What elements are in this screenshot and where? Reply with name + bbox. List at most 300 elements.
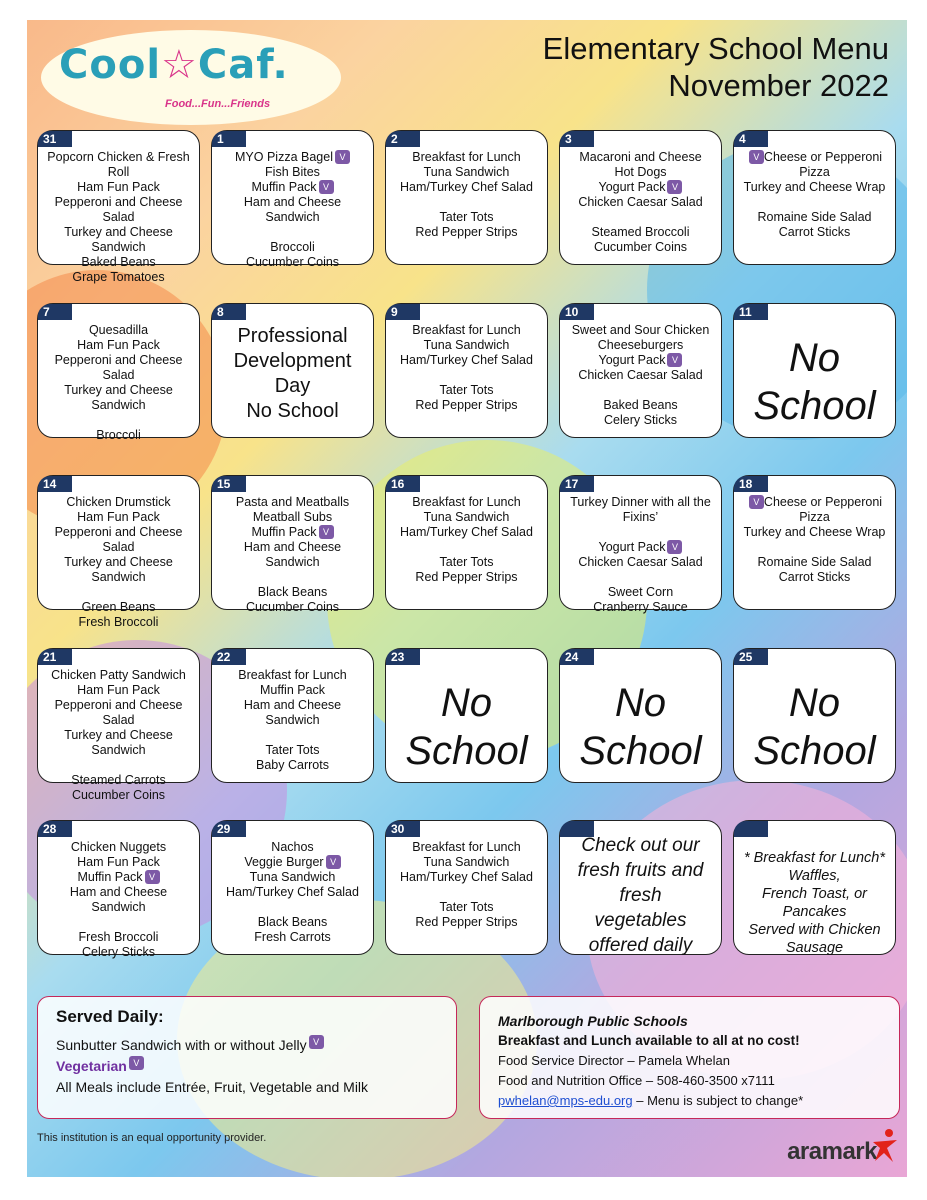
menu-item-text: Tater Tots	[439, 210, 494, 224]
menu-item-text: Red Pepper Strips	[415, 915, 518, 929]
no-school-notice-line: No	[788, 336, 841, 380]
menu-item-text: Tuna Sandwich	[423, 165, 510, 179]
menu-item-text: Cheese or Pepperoni Pizza	[763, 495, 883, 524]
menu-item	[564, 225, 717, 240]
menu-item-text: Veggie Burger	[244, 855, 324, 869]
menu-item	[42, 413, 195, 428]
menu-item-text: Red Pepper Strips	[415, 398, 518, 412]
menu-item	[42, 270, 195, 285]
menu-item	[42, 555, 195, 585]
menu-item	[42, 840, 195, 855]
no-school-notice-line: No	[614, 681, 667, 725]
menu-item	[390, 195, 543, 210]
menu-item	[42, 683, 195, 698]
no-cost-notice: Breakfast and Lunch available to all at no cost!	[498, 1033, 800, 1048]
menu-item-text: Turkey and Cheese Sandwich	[64, 728, 173, 757]
menu-item-text: Ham/Turkey Chef Salad	[400, 870, 533, 884]
menu-item	[42, 338, 195, 353]
day-number: 17	[560, 476, 594, 492]
no-school-notice	[734, 334, 895, 430]
menu-item-text: Ham Fun Pack	[77, 338, 160, 352]
menu-item	[390, 338, 543, 353]
menu-item-text: Turkey and Cheese Sandwich	[64, 225, 173, 254]
menu-item-text: Chicken Caesar Salad	[578, 195, 703, 209]
menu-item-text: Macaroni and Cheese	[579, 150, 702, 164]
menu-item	[564, 150, 717, 165]
menu-items	[390, 323, 543, 413]
menu-item	[738, 150, 891, 180]
menu-item	[216, 728, 369, 743]
menu-item-text: Ham and Cheese Sandwich	[243, 698, 342, 727]
menu-item	[216, 743, 369, 758]
menu-item	[42, 323, 195, 338]
day-number: 22	[212, 649, 246, 665]
menu-item	[42, 150, 195, 180]
day-number: 25	[734, 649, 768, 665]
menu-item	[564, 540, 717, 555]
menu-item	[390, 555, 543, 570]
menu-item	[42, 728, 195, 758]
menu-items	[564, 495, 717, 615]
menu-item-text: Nachos	[271, 840, 314, 854]
menu-item-text: Red Pepper Strips	[415, 225, 518, 239]
breakfast-for-lunch-note-line: Waffles,	[788, 868, 841, 884]
menu-item	[42, 945, 195, 960]
title-line-2: November 2022	[668, 68, 889, 103]
menu-item-text: Muffin Pack	[259, 683, 326, 697]
menu-item	[216, 180, 369, 195]
menu-item-text: Tuna Sandwich	[249, 870, 336, 884]
menu-item	[42, 383, 195, 413]
menu-item-text: Ham Fun Pack	[77, 855, 160, 869]
menu-item	[216, 930, 369, 945]
menu-item-text: Tuna Sandwich	[423, 338, 510, 352]
day-number: 15	[212, 476, 246, 492]
menu-item-text: Pepperoni and Cheese Salad	[54, 698, 183, 727]
menu-item-text: Muffin Pack	[251, 180, 317, 194]
fresh-produce-note-line: vegetables	[594, 910, 687, 931]
menu-item	[216, 240, 369, 255]
day-cell	[37, 475, 200, 629]
menu-item-text: Cucumber Coins	[593, 240, 688, 254]
served-daily-box	[37, 996, 457, 1119]
menu-item	[390, 353, 543, 368]
vegetarian-badge-icon: V	[667, 353, 682, 367]
menu-item	[42, 698, 195, 728]
aramark-star-icon	[871, 1128, 899, 1164]
fresh-produce-note	[564, 833, 717, 958]
day-number: 29	[212, 821, 246, 837]
menu-items	[738, 150, 891, 240]
menu-item-text: Cranberry Sauce	[593, 600, 688, 614]
menu-item	[390, 150, 543, 165]
menu-item-text: Baked Beans	[81, 255, 156, 269]
logo-tagline: Food...Fun...Friends	[165, 98, 271, 110]
day-number: 1	[212, 131, 246, 147]
day-cell	[37, 648, 200, 802]
menu-item	[564, 338, 717, 353]
menu-item-text: Ham Fun Pack	[77, 510, 160, 524]
email-link[interactable]: pwhelan@mps-edu.org	[498, 1093, 633, 1108]
professional-day-notice-line: Development	[233, 350, 352, 372]
day-cell	[385, 130, 548, 265]
breakfast-for-lunch-note-line: Sausage	[785, 940, 844, 956]
menu-item	[738, 225, 891, 240]
no-school-notice-line: School	[579, 729, 702, 773]
menu-item-text: Chicken Drumstick	[66, 495, 171, 509]
day-number: 28	[38, 821, 72, 837]
menu-item	[564, 585, 717, 600]
menu-items	[216, 150, 369, 270]
menu-item	[564, 525, 717, 540]
menu-item	[564, 240, 717, 255]
day-cell	[559, 303, 722, 438]
menu-item	[390, 885, 543, 900]
menu-item	[216, 165, 369, 180]
vegetarian-badge-icon: V	[749, 495, 764, 509]
menu-item-text: Ham Fun Pack	[77, 180, 160, 194]
equal-opportunity-statement: This institution is an equal opportunity provider.	[37, 1132, 267, 1144]
menu-item-text: Steamed Carrots	[71, 773, 166, 787]
menu-item-text: Muffin Pack	[251, 525, 317, 539]
menu-item-text: Tater Tots	[439, 900, 494, 914]
no-school-notice	[560, 679, 721, 775]
day-cell	[385, 648, 548, 783]
menu-item	[564, 495, 717, 525]
menu-items	[390, 150, 543, 240]
menu-item	[42, 195, 195, 225]
menu-item-text: Muffin Pack	[77, 870, 143, 884]
menu-item	[738, 540, 891, 555]
menu-item	[564, 413, 717, 428]
day-number: 23	[386, 649, 420, 665]
no-school-notice-line: School	[405, 729, 528, 773]
menu-items	[216, 840, 369, 945]
menu-item	[216, 683, 369, 698]
menu-item	[564, 210, 717, 225]
menu-item-text: Green Beans	[81, 600, 156, 614]
contact-line	[498, 1091, 881, 1111]
vegetarian-badge-icon: V	[335, 150, 350, 164]
sunbutter-text: Sunbutter Sandwich with or without Jelly	[56, 1037, 307, 1053]
day-cell	[559, 648, 722, 783]
day-number: 24	[560, 649, 594, 665]
day-cell	[559, 820, 722, 955]
menu-item-text: Quesadilla	[88, 323, 149, 337]
menu-item	[390, 225, 543, 240]
breakfast-for-lunch-note-line: French Toast, or	[761, 886, 868, 902]
menu-item	[42, 353, 195, 383]
menu-item	[390, 855, 543, 870]
menu-item-text: Celery Sticks	[604, 413, 677, 427]
menu-item-text: Fresh Broccoli	[78, 615, 159, 629]
day-cell	[211, 130, 374, 269]
district-name: Marlborough Public Schools	[498, 1013, 688, 1029]
professional-day-notice	[212, 324, 373, 424]
menu-item	[216, 570, 369, 585]
menu-item	[216, 900, 369, 915]
vegetarian-badge-icon: V	[129, 1056, 144, 1070]
breakfast-for-lunch-note-line: * Breakfast for Lunch*	[743, 850, 886, 866]
menu-item	[216, 225, 369, 240]
menu-item	[390, 510, 543, 525]
menu-item-text: Carrot Sticks	[778, 225, 851, 239]
professional-day-notice-line: No School	[246, 400, 339, 422]
meals-include-text: All Meals include Entrée, Fruit, Vegetable and Milk	[56, 1079, 369, 1095]
menu-item	[216, 885, 369, 900]
menu-item-text: Tuna Sandwich	[423, 510, 510, 524]
breakfast-for-lunch-note	[738, 849, 891, 957]
menu-item	[42, 495, 195, 510]
menu-item-text: Hot Dogs	[614, 165, 667, 179]
day-number: 21	[38, 649, 72, 665]
menu-item	[42, 180, 195, 195]
fresh-produce-note-line: fresh	[619, 885, 662, 906]
menu-item	[390, 323, 543, 338]
served-daily-line	[56, 1035, 438, 1056]
menu-item	[216, 758, 369, 773]
menu-item	[216, 855, 369, 870]
day-number: 8	[212, 304, 246, 320]
menu-item	[42, 668, 195, 683]
aramark-logo-text: aramark	[787, 1138, 877, 1165]
page-title	[543, 30, 889, 104]
menu-item-text: Pepperoni and Cheese Salad	[54, 525, 183, 554]
menu-item	[564, 195, 717, 210]
menu-item-text: Carrot Sticks	[778, 570, 851, 584]
menu-item-text: Yogurt Pack	[598, 540, 666, 554]
no-school-notice-line: No	[788, 681, 841, 725]
menu-item	[564, 398, 717, 413]
day-cell	[559, 130, 722, 265]
menu-item-text: Ham/Turkey Chef Salad	[226, 885, 359, 899]
menu-item-text: Tuna Sandwich	[423, 855, 510, 869]
menu-item	[564, 323, 717, 338]
vegetarian-badge-icon: V	[309, 1035, 324, 1049]
menu-item	[564, 383, 717, 398]
menu-item	[42, 615, 195, 630]
title-line-1: Elementary School Menu	[542, 31, 889, 66]
menu-item-text: Popcorn Chicken & Fresh Roll	[47, 150, 190, 179]
cool-caf-logo: Cool☆Caf.	[59, 42, 289, 88]
menu-item	[738, 195, 891, 210]
vegetarian-badge-icon: V	[145, 870, 160, 884]
menu-item	[564, 555, 717, 570]
vegetarian-badge-icon: V	[667, 180, 682, 194]
menu-item-text: Fresh Broccoli	[78, 930, 159, 944]
menu-item	[216, 698, 369, 728]
menu-item-text: Ham and Cheese Sandwich	[243, 195, 342, 224]
menu-item-text: Pasta and Meatballs	[235, 495, 350, 509]
menu-item	[564, 353, 717, 368]
menu-item-text: Turkey and Cheese Sandwich	[64, 555, 173, 584]
menu-item	[738, 525, 891, 540]
menu-item-text: Cucumber Coins	[245, 600, 340, 614]
menu-item	[390, 180, 543, 195]
day-number: 14	[38, 476, 72, 492]
menu-item-text: Cheeseburgers	[597, 338, 684, 352]
day-cell	[733, 648, 896, 783]
breakfast-for-lunch-note-line: Served with Chicken	[748, 922, 881, 938]
menu-item	[390, 368, 543, 383]
menu-item	[738, 495, 891, 525]
menu-item-text: Broccoli	[96, 428, 141, 442]
day-cell	[37, 820, 200, 959]
menu-item	[564, 368, 717, 383]
menu-item-text: Sweet Corn	[607, 585, 674, 599]
menu-item-text: Tater Tots	[439, 555, 494, 569]
menu-item	[390, 495, 543, 510]
menu-item-text: MYO Pizza Bagel	[235, 150, 333, 164]
menu-sheet	[27, 20, 907, 1177]
menu-item-text: Breakfast for Lunch	[238, 668, 347, 682]
menu-item-text: Broccoli	[270, 240, 315, 254]
menu-item-text: Steamed Broccoli	[591, 225, 690, 239]
day-number: 16	[386, 476, 420, 492]
menu-item	[216, 870, 369, 885]
menu-item-text: Ham Fun Pack	[77, 683, 160, 697]
menu-item	[42, 930, 195, 945]
no-school-notice	[386, 679, 547, 775]
menu-item-text: Red Pepper Strips	[415, 570, 518, 584]
vegetarian-badge-icon: V	[667, 540, 682, 554]
menu-item	[216, 540, 369, 570]
day-cell	[211, 475, 374, 614]
menu-item-text: Chicken Nuggets	[70, 840, 167, 854]
menu-items	[216, 668, 369, 773]
menu-item	[390, 840, 543, 855]
no-school-notice	[734, 679, 895, 775]
menu-item	[390, 540, 543, 555]
day-number: 31	[38, 131, 72, 147]
menu-item	[390, 570, 543, 585]
menu-item	[216, 840, 369, 855]
menu-item-text: Breakfast for Lunch	[412, 495, 521, 509]
menu-item-text: Tater Tots	[265, 743, 320, 757]
menu-item	[738, 555, 891, 570]
menu-item	[564, 600, 717, 615]
menu-item	[216, 668, 369, 683]
fresh-produce-note-line: offered daily	[588, 935, 693, 956]
menu-item-text: Grape Tomatoes	[72, 270, 165, 284]
menu-item	[390, 915, 543, 930]
menu-item-text: Turkey and Cheese Sandwich	[64, 383, 173, 412]
menu-item-text: Tater Tots	[439, 383, 494, 397]
day-number: 30	[386, 821, 420, 837]
menu-item-text: Chicken Caesar Salad	[578, 368, 703, 382]
menu-item	[42, 773, 195, 788]
menu-item-text: Cheese or Pepperoni Pizza	[763, 150, 883, 179]
menu-item	[42, 255, 195, 270]
menu-item-text: Black Beans	[257, 585, 328, 599]
menu-item-text: Baby Carrots	[256, 758, 329, 772]
vegetarian-badge-icon: V	[319, 180, 334, 194]
menu-item-text: Black Beans	[257, 915, 328, 929]
menu-item	[564, 180, 717, 195]
day-cell	[37, 303, 200, 442]
menu-item	[390, 525, 543, 540]
day-cell	[385, 475, 548, 610]
vegetarian-label: Vegetarian	[56, 1058, 127, 1074]
menu-items	[564, 150, 717, 255]
district-info-box	[479, 996, 900, 1119]
menu-items	[42, 323, 195, 443]
menu-item	[42, 510, 195, 525]
menu-item	[216, 255, 369, 270]
menu-item	[738, 180, 891, 195]
menu-item-text: Celery Sticks	[82, 945, 155, 959]
menu-item	[738, 210, 891, 225]
menu-item-text: Turkey Dinner with all the Fixins’	[570, 495, 711, 524]
vegetarian-badge-icon: V	[749, 150, 764, 164]
menu-item	[738, 570, 891, 585]
menu-item-text: Yogurt Pack	[598, 353, 666, 367]
professional-day-notice-line: Professional	[237, 325, 348, 347]
change-note: – Menu is subject to change*	[632, 1093, 804, 1108]
menu-item-text: Romaine Side Salad	[757, 210, 872, 224]
day-number: 7	[38, 304, 72, 320]
menu-item-text: Turkey and Cheese Wrap	[743, 180, 886, 194]
menu-item-text: Ham and Cheese Sandwich	[243, 540, 342, 569]
day-cell	[385, 820, 548, 955]
menu-item	[42, 855, 195, 870]
menu-item	[42, 758, 195, 773]
day-cell	[733, 303, 896, 438]
day-number: 11	[734, 304, 768, 320]
no-school-notice-line: School	[753, 384, 876, 428]
menu-item	[42, 225, 195, 255]
vegetarian-badge-icon: V	[326, 855, 341, 869]
day-cell	[733, 475, 896, 610]
menu-item-text: Breakfast for Lunch	[412, 323, 521, 337]
menu-item	[390, 900, 543, 915]
day-cell	[385, 303, 548, 438]
menu-items	[42, 840, 195, 960]
menu-item-text: Fish Bites	[265, 165, 320, 179]
director-line: Food Service Director – Pamela Whelan	[498, 1053, 730, 1068]
menu-item	[216, 915, 369, 930]
menu-item	[390, 870, 543, 885]
menu-item-text: Cucumber Coins	[245, 255, 340, 269]
fresh-produce-note-line: fresh fruits and	[577, 860, 704, 881]
menu-item-text: Meatball Subs	[252, 510, 333, 524]
office-line: Food and Nutrition Office – 508-460-3500 x7111	[498, 1073, 775, 1088]
menu-item	[42, 600, 195, 615]
menu-item-text: Sweet and Sour Chicken	[571, 323, 710, 337]
day-cell	[211, 303, 374, 438]
breakfast-for-lunch-note-line: Pancakes	[782, 904, 847, 920]
menu-items	[564, 323, 717, 428]
day-number: 4	[734, 131, 768, 147]
vegetarian-legend	[56, 1056, 438, 1077]
menu-item-text: Chicken Caesar Salad	[578, 555, 703, 569]
menu-item-text: Cucumber Coins	[71, 788, 166, 802]
menu-item	[390, 210, 543, 225]
menu-item-text: Ham/Turkey Chef Salad	[400, 180, 533, 194]
menu-item-text: Turkey and Cheese Wrap	[743, 525, 886, 539]
menu-item-text: Pepperoni and Cheese Salad	[54, 353, 183, 382]
menu-items	[390, 840, 543, 930]
menu-item-text: Breakfast for Lunch	[412, 150, 521, 164]
day-cell	[733, 130, 896, 265]
served-daily-heading: Served Daily:	[56, 1007, 164, 1026]
menu-item	[42, 788, 195, 803]
menu-item	[216, 495, 369, 510]
menu-items	[216, 495, 369, 615]
no-school-notice-line: No	[440, 681, 493, 725]
menu-items	[42, 150, 195, 285]
menu-item	[216, 600, 369, 615]
